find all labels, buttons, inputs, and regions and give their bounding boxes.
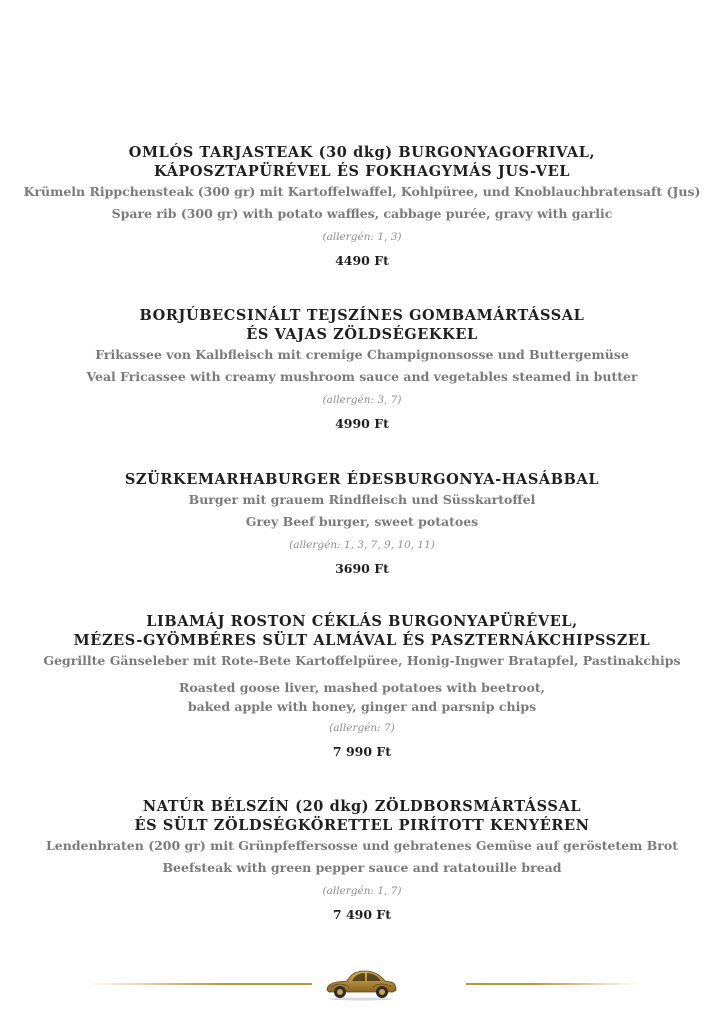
divider-left — [86, 983, 312, 985]
dish-price: 4990 Ft — [335, 416, 389, 431]
menu-item — [0, 306, 724, 431]
dish-description-en: Grey Beef burger, sweet potatoes — [245, 514, 479, 529]
vintage-car-icon — [323, 963, 399, 1001]
dish-description-de: Krümeln Rippchensteak (300 gr) mit Kartoffelwaffel, Kohlpüree, und Knoblauchbratensaft (Jus) — [23, 184, 701, 199]
menu-item — [0, 143, 724, 268]
allergen-info: (allergén: 1, 7) — [322, 885, 402, 897]
dish-description-de: Burger mit grauem Rindfleisch und Süsskartoffel — [188, 492, 536, 507]
allergen-info: (allergén: 1, 3, 7, 9, 10, 11) — [289, 539, 435, 551]
menu-item — [0, 612, 724, 759]
divider-right — [466, 983, 638, 985]
dish-title: LIBAMÁJ ROSTON CÉKLÁS BURGONYAPÜRÉVEL, MÉZES-GYÖMBÉRES SÜLT ALMÁVAL ÉS PASZTERNÁKCHIPSSZEL — [73, 613, 651, 649]
dish-title: OMLÓS TARJASTEAK (30 dkg) BURGONYAGOFRIVAL, KÁPOSZTAPÜRÉVEL ÉS FOKHAGYMÁS JUS-VEL — [128, 144, 596, 180]
dish-price: 7 490 Ft — [332, 907, 392, 922]
dish-description-en: Veal Fricassee with creamy mushroom sauce and vegetables steamed in butter — [86, 369, 638, 384]
dish-description-en: Roasted goose liver, mashed potatoes with beetroot, baked apple with honey, ginger and parsnip chips — [179, 680, 545, 714]
dish-title: SZÜRKEMARHABURGER ÉDESBURGONYA-HASÁBBAL — [124, 471, 600, 488]
allergen-info: (allergén: 1, 3) — [322, 231, 402, 243]
dish-description-de: Gegrillte Gänseleber mit Rote-Bete Kartoffelpüree, Honig-Ingwer Bratapfel, Pastinakchips — [43, 653, 681, 668]
dish-price: 4490 Ft — [335, 253, 389, 268]
dish-title: NATÚR BÉLSZÍN (20 dkg) ZÖLDBORSMÁRTÁSSAL ÉS SÜLT ZÖLDSÉGKÖRETTEL PIRÍTOTT KENYÉREN — [134, 798, 590, 834]
menu-item — [0, 797, 724, 922]
dish-description-en: Spare rib (300 gr) with potato waffles, cabbage purée, gravy with garlic — [111, 206, 613, 221]
dish-description-en: Beefsteak with green pepper sauce and ratatouille bread — [162, 860, 562, 875]
allergen-info: (allergén: 3, 7) — [322, 394, 402, 406]
allergen-info: (allergén: 7) — [329, 722, 395, 734]
dish-description-de: Lendenbraten (200 gr) mit Grünpfeffersosse und gebratenes Gemüse auf geröstetem Brot — [45, 838, 678, 853]
footer-ornament — [0, 955, 724, 1005]
dish-price: 7 990 Ft — [332, 744, 392, 759]
menu-item — [0, 470, 724, 576]
dish-price: 3690 Ft — [335, 561, 389, 576]
dish-description-de: Frikassee von Kalbfleisch mit cremige Champignonsosse und Buttergemüse — [95, 347, 629, 362]
dish-title: BORJÚBECSINÁLT TEJSZÍNES GOMBAMÁRTÁSSAL ÉS VAJAS ZÖLDSÉGEKKEL — [139, 307, 585, 343]
